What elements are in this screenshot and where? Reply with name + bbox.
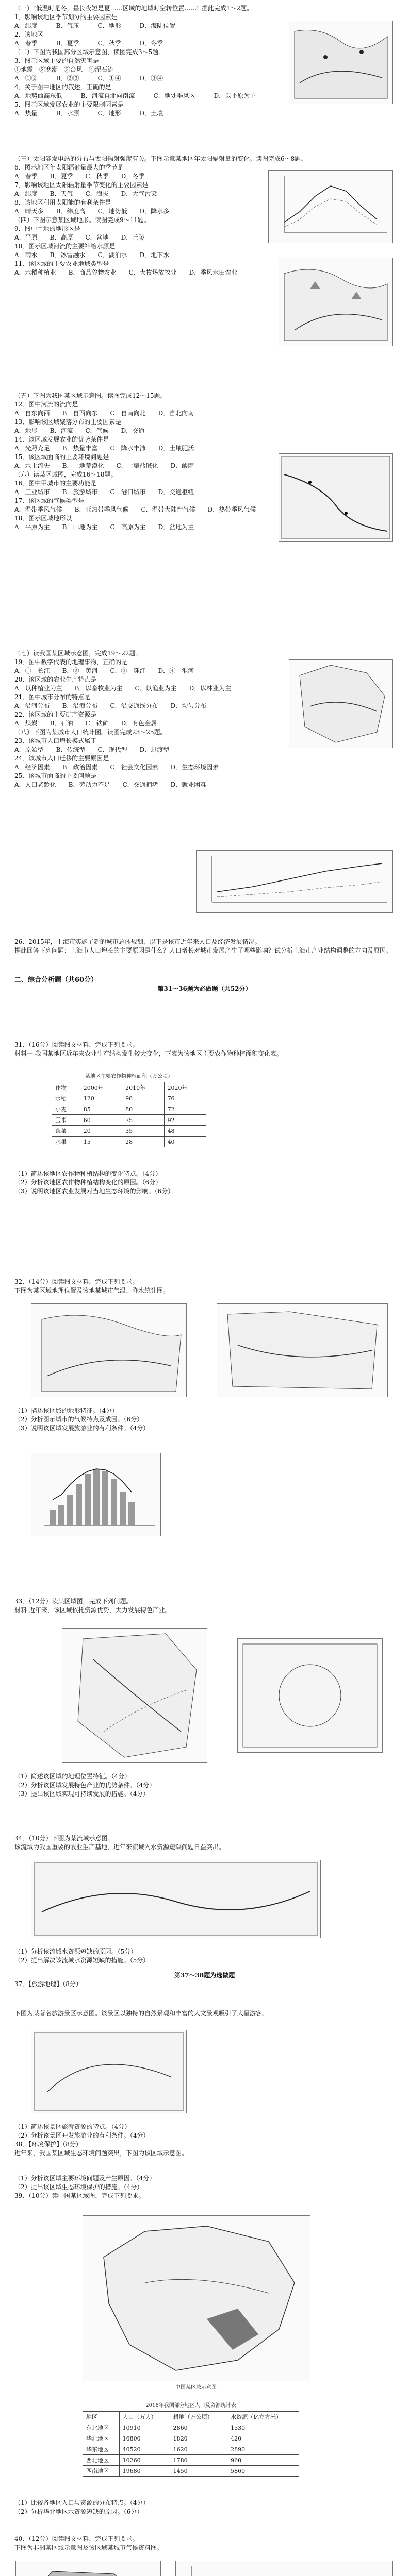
question-24-options: A．经济因素 B．政治因素 C．社会文化因素 D．生态环境因素 (14, 764, 219, 771)
table-cell: 960 (227, 2455, 299, 2466)
intro-text: （三）太阳能发电站的分布与太阳辐射强度有关。下图示意某地区年太阳辐射量的变化。读图完成6～8题。 (14, 155, 307, 162)
table-caption: 2016年我国部分地区人口及资源统计表 (145, 2403, 236, 2409)
table-cell: 2020年 (164, 1082, 206, 1093)
question-38-2: （2）提出该区域生态环境保护的措施。（4分） (14, 2183, 143, 2191)
question-5: 5．图示区域发展农业的主要限制因素是 (14, 101, 124, 108)
table-row (83, 2433, 299, 2444)
question-33-2: （2）分析该区域发展特色产业的优势条件。（4分） (14, 1782, 156, 1789)
question-2: 2．该地区 (14, 31, 43, 38)
basin-map-figure (31, 1860, 321, 1938)
table-cell: 西南地区 (83, 2466, 120, 2477)
question-20-options: A．以种植业为主 B．以畜牧业为主 C．以渔业为主 D．以林业为主 (14, 685, 232, 692)
table-cell: 小麦 (52, 1104, 80, 1115)
table-cell: 40520 (119, 2444, 170, 2455)
table-cell: 水资源（亿立方米） (227, 2412, 299, 2422)
section-6-questions (14, 1170, 395, 1196)
table-cell: 10910 (119, 2422, 170, 2433)
question-39-2: （2）分析华北地区水资源短缺的原因。（6分） (14, 2508, 143, 2515)
radiation-chart-figure (268, 170, 393, 243)
question-15: 15．该区域面临的主要环境问题是 (14, 453, 109, 461)
climate-chart-figure (175, 2561, 393, 2576)
intro-text: （六）读某区域图，完成16～18题。 (14, 471, 117, 478)
question-33-text: 材料 近年来，该区域依托资源优势，大力发展特色产业。 (14, 1606, 171, 1614)
question-16-options: A．工业城市 B．旅游城市 C．港口城市 D．交通枢纽 (14, 488, 194, 496)
table-header-row (83, 2412, 299, 2422)
question-31-1: （1）简述该地区农作物种植结构的变化特点。（4分） (14, 1170, 162, 1177)
section-10-questions (14, 2123, 395, 2158)
section-8-questions (14, 1772, 395, 1799)
region-location-map (31, 1303, 187, 1397)
section-heading: 二、综合分析题（共60分） (14, 976, 98, 984)
china-region-map-figure (289, 659, 393, 748)
table-cell: 15 (80, 1137, 122, 1147)
table-cell: 92 (164, 1115, 206, 1126)
question-40: 40．（12分）阅读图文材料，完成下列要求。 (14, 2535, 139, 2543)
question-32-3: （3）说明该区域发展旅游业的有利条件。（4分） (14, 1425, 150, 1432)
china-map-figure (83, 2215, 310, 2381)
question-37-2: （2）分析该景区开发旅游业的有利条件。（4分） (14, 2132, 150, 2139)
table-cell: 2010年 (122, 1082, 164, 1093)
table-cell: 72 (164, 1104, 206, 1115)
question-3-options: ①地震 ②寒潮 ③台风 ④泥石流 (14, 66, 114, 73)
table-cell: 蔬菜 (52, 1126, 80, 1137)
question-33-1: （1）简述该区域的地理位置特征。（4分） (14, 1773, 131, 1780)
question-37-head: 37．【旅游地理】（8分） (14, 1980, 82, 1988)
table-cell: 1450 (170, 2466, 227, 2477)
scenic-map-figure (31, 2030, 187, 2113)
table-cell: 120 (80, 1093, 122, 1104)
question-31-text: 材料一 我国某地区近年来农业生产结构发生较大变化，下表为该地区主要农作物种植面积变化表。 (14, 1050, 283, 1057)
table-cell: 华北地区 (83, 2433, 120, 2444)
question-18-options: A．平原为主 B．山地为主 C．高原为主 D．盆地为主 (14, 523, 194, 531)
table-cell: 19680 (119, 2466, 170, 2477)
table-cell: 10260 (119, 2455, 170, 2466)
question-1: 1．影响该地区季节划分的主要因素是 (14, 13, 118, 21)
table-cell: 76 (164, 1093, 206, 1104)
intro-text: （八）下图为某城市人口统计图。读图完成23～25题。 (14, 728, 167, 736)
question-13-options: A．地形 B．河流 C．气候 D．交通 (14, 427, 145, 434)
section-13 (14, 2535, 395, 2552)
question-6-options: A．春季 B．夏季 C．秋季 D．冬季 (14, 173, 145, 180)
section-12-questions (14, 2499, 395, 2516)
table-cell: 1530 (227, 2422, 299, 2433)
question-25-options: A．人口老龄化 B．劳动力不足 C．交通拥堵 D．就业困难 (14, 781, 207, 788)
question-12: 12．图中河流的流向是 (14, 401, 78, 408)
africa-map-figure (15, 2561, 161, 2576)
question-11: 11．该区域的主要农业地域类型是 (14, 260, 109, 267)
question-8-options: A．晴天多 B．纬度高 C．地势低 D．降水多 (14, 208, 170, 215)
table-row (83, 2455, 299, 2466)
section-9 (14, 1834, 395, 1852)
question-14: 14．该区域发展农业的优势条件是 (14, 436, 109, 443)
question-38-text: 近年来，我国某区域生态环境问题突出，下图为该区域示意图。 (14, 2149, 188, 2157)
section-7-questions (14, 1406, 395, 1433)
question-39-1: （1）比较各地区人口与资源的分布特点。（4分） (14, 2499, 150, 2506)
climate-map-figure (217, 1303, 388, 1397)
table-cell: 人口（万人） (119, 2412, 170, 2422)
question-24: 24．该城市人口迁移的主要原因是 (14, 755, 109, 762)
question-10-options: A．雨水 B．冰雪融水 C．湖泊水 D．地下水 (14, 251, 170, 259)
question-37-text: 下图为某著名旅游景区示意图。该景区以独特的自然景观和丰富的人文景观吸引了大量游客。 (14, 2010, 269, 2017)
section-6 (14, 1041, 395, 1058)
question-7: 7．影响该地区太阳辐射量季节变化的主要因素是 (14, 181, 149, 189)
question-32-text: 下图为某区域地理位置及该地某城市气温、降水统计图。 (14, 1287, 170, 1294)
question-4-options: A．地势西高东低 B．河流自北向南流 C．地处季风区 D．以平原为主 (14, 92, 256, 99)
table-cell: 85 (80, 1104, 122, 1115)
table-cell: 西北地区 (83, 2455, 120, 2466)
question-34-text: 该流域为我国重要的农业生产基地，近年来流域内水资源短缺问题日益突出。 (14, 1843, 225, 1851)
table-row (83, 2444, 299, 2455)
question-32-2: （2）分析图示城市的气候特点及成因。（6分） (14, 1416, 143, 1423)
question-32-1: （1）描述该区域的地形特征。（4分） (14, 1407, 119, 1414)
question-13: 13．影响该区域聚落分布的主要因素是 (14, 418, 122, 426)
question-9-options: A．平原 B．高原 C．盆地 D．丘陵 (14, 234, 145, 241)
question-31: 31．（16分）阅读图文材料，完成下列要求。 (14, 1041, 139, 1048)
question-17-options: A．温带季风气候 B．亚热带季风气候 C．温带大陆性气候 D．热带季风气候 (14, 506, 256, 513)
question-34: 34．（10分）下图为某流域示意图。 (14, 1835, 114, 1842)
table-cell: 40 (164, 1137, 206, 1147)
table-cell: 作物 (52, 1082, 80, 1093)
question-10: 10．图示区域河流的主要补给水源是 (14, 243, 116, 250)
table-cell: 80 (122, 1104, 164, 1115)
question-18: 18．图示区域地形以 (14, 515, 72, 522)
population-resource-table (83, 2411, 299, 2477)
table-row (52, 1137, 206, 1147)
section-subheading: 第37～38题为选做题 (174, 1972, 235, 1979)
question-3: 3．图示区域主要的自然灾害是 (14, 57, 99, 64)
region-map-33 (62, 1628, 207, 1763)
table-row (52, 1093, 206, 1104)
question-8: 8．该地区利用太阳能的有利条件是 (14, 199, 111, 206)
intro-text: （二）下图为我国部分区域示意图，读图完成3～5题。 (14, 48, 165, 56)
section-subheading: 第31～36题为必做题（共52分） (157, 985, 252, 992)
question-22-options: A．煤炭 B．石油 C．铁矿 D．有色金属 (14, 720, 157, 727)
question-9: 9．图中甲地的地形区是 (14, 225, 80, 232)
question-39: 39．（10分）读中国某区域图，完成下列要求。 (14, 2192, 145, 2199)
table-row (52, 1104, 206, 1115)
table-cell: 20 (80, 1126, 122, 1137)
question-16: 16．图中甲城市的主要功能是 (14, 480, 97, 487)
question-19: 19．图中数字代表的地理事物，正确的是 (14, 658, 128, 666)
intro-text: （七）读我国某区域示意图，完成19～22题。 (14, 650, 142, 657)
section-10 (14, 2009, 395, 2018)
question-34-1: （1）分析该流域水资源短缺的原因。（5分） (14, 1948, 137, 1955)
table-cell: 60 (80, 1115, 122, 1126)
question-34-2: （2）提出解决该流域水资源短缺的措施。（5分） (14, 1957, 150, 1964)
question-26: 26．2015年，上海市实施了新的城市总体规划，以下是该市近年来人口及经济发展情况。 (14, 938, 261, 945)
question-14-options: A．光照充足 B．热量丰富 C．降水丰沛 D．土壤肥沃 (14, 445, 194, 452)
question-38-head: 38．【环境保护】（8分） (14, 2141, 82, 2148)
table-cell: 16800 (119, 2433, 170, 2444)
table-cell: 2890 (227, 2444, 299, 2455)
question-15-options: A．水土流失 B．土地荒漠化 C．土壤盐碱化 D．酸雨 (14, 462, 194, 469)
question-1-options: A．纬度 B．气压 C．地形 D．海陆位置 (14, 22, 176, 29)
question-21-options: A．沿河分布 B．沿海分布 C．沿交通线分布 D．均匀分布 (14, 702, 207, 709)
question-38-1: （1）分析该区域主要环境问题及产生原因。（4分） (14, 2175, 156, 2182)
table-row (52, 1115, 206, 1126)
table-cell: 2860 (170, 2422, 227, 2433)
table-cell: 28 (122, 1137, 164, 1147)
question-3-answers: A．①② B．②③ C．①④ D．③④ (14, 75, 163, 82)
table-cell: 1820 (170, 2433, 227, 2444)
question-2-options: A．春季 B．夏季 C．秋季 D．冬季 (14, 40, 163, 47)
question-26-body: 据此回答下列问题：上海市人口增长的主要原因是什么？人口增长对城市发展产生了哪些影响？试分析上海市产业结构调整的方向及原因。 (14, 947, 392, 954)
region-map-figure (289, 21, 393, 104)
table-cell: 420 (227, 2433, 299, 2444)
table-cell: 1620 (170, 2444, 227, 2455)
table-cell: 东北地区 (83, 2422, 120, 2433)
section-11 (14, 2174, 395, 2200)
question-23-options: A．原始型 B．传统型 C．现代型 D．过渡型 (14, 746, 170, 753)
terrain-map-figure (279, 258, 393, 346)
table-row (83, 2422, 299, 2433)
question-5-options: A．热量 B．水源 C．地形 D．土壤 (14, 110, 163, 117)
question-4: 4．关于图中地区的叙述，正确的是 (14, 83, 111, 91)
table-cell: 2000年 (80, 1082, 122, 1093)
table-cell: 1780 (170, 2455, 227, 2466)
table-header-row (52, 1082, 206, 1093)
section-9-questions (14, 1947, 395, 1989)
table-row (52, 1126, 206, 1137)
section-8 (14, 1597, 395, 1615)
section-7 (14, 1278, 395, 1295)
question-22: 22．该区域的主要矿产资源是 (14, 711, 97, 718)
crop-area-table (52, 1082, 206, 1147)
question-6: 6．图示地区年太阳辐射量最大的季节是 (14, 164, 124, 171)
question-12-options: A．自东向西 B．自西向东 C．自南向北 D．自北向南 (14, 410, 194, 417)
population-chart-figure (196, 850, 393, 913)
section-5 (14, 938, 395, 993)
table-cell: 水果 (52, 1137, 80, 1147)
question-7-options: A．纬度 B．天气 C．海拔 D．大气污染 (14, 190, 157, 197)
question-31-3: （3）说明该地区农业发展对当地生态环境的影响。（6分） (14, 1188, 174, 1195)
intro-text: （一）"低温时是冬，昼长夜短是夏……区域的地域时空转位置……" 据此完成1～2题。 (14, 5, 253, 12)
table-row (83, 2466, 299, 2477)
inset-map-33 (237, 1638, 383, 1753)
climate-bar-chart-figure (31, 1453, 161, 1536)
table-cell: 水稻 (52, 1093, 80, 1104)
question-33: 33．（12分）读某区域图，完成下列问题。 (14, 1598, 133, 1605)
question-25: 25．该城市面临的主要问题是 (14, 772, 97, 779)
question-33-3: （3）提出该区域实现可持续发展的措施。（4分） (14, 1790, 150, 1798)
intro-text: （四）下图示意某区域地形。读图完成9～11题。 (14, 216, 150, 224)
question-21: 21．图中城市分布的特点是 (14, 693, 91, 701)
table-cell: 耕地（万公顷） (170, 2412, 227, 2422)
intro-text: （五）下图为我国某区域示意图。读图完成12～15题。 (14, 392, 167, 399)
table-cell: 98 (122, 1093, 164, 1104)
question-17: 17．该区域的气候类型是 (14, 497, 85, 504)
table-caption: 某地区主要农作物种植面积（万公顷） (85, 1074, 173, 1079)
question-31-2: （2）分析该地区农作物种植结构变化的原因。（6分） (14, 1179, 162, 1186)
question-23: 23．该城市人口增长模式属于 (14, 737, 97, 744)
table-cell: 华东地区 (83, 2444, 120, 2455)
question-20: 20．该区域的农业生产特点是 (14, 676, 97, 683)
table-cell: 地区 (83, 2412, 120, 2422)
question-11-options: A．水稻种植业 B．商品谷物农业 C．大牧场放牧业 D．季风水田农业 (14, 269, 238, 276)
table-cell: 5860 (227, 2466, 299, 2477)
map-caption: 中国某区域示意图 (175, 2385, 217, 2391)
question-32: 32．（14分）阅读图文材料，完成下列要求。 (14, 1278, 139, 1285)
question-40-text: 下图为非洲某区域示意图及该区域某城市气候资料图。 (14, 2544, 163, 2551)
question-37-1: （1）简述该景区旅游资源的特点。（4分） (14, 2123, 131, 2130)
table-cell: 75 (122, 1115, 164, 1126)
question-19-options: A．①—长江 B．②—黄河 C．③—珠江 D．④—淮河 (14, 667, 194, 674)
table-cell: 48 (164, 1126, 206, 1137)
table-cell: 玉米 (52, 1115, 80, 1126)
river-map-figure (279, 453, 393, 542)
table-cell: 35 (122, 1126, 164, 1137)
